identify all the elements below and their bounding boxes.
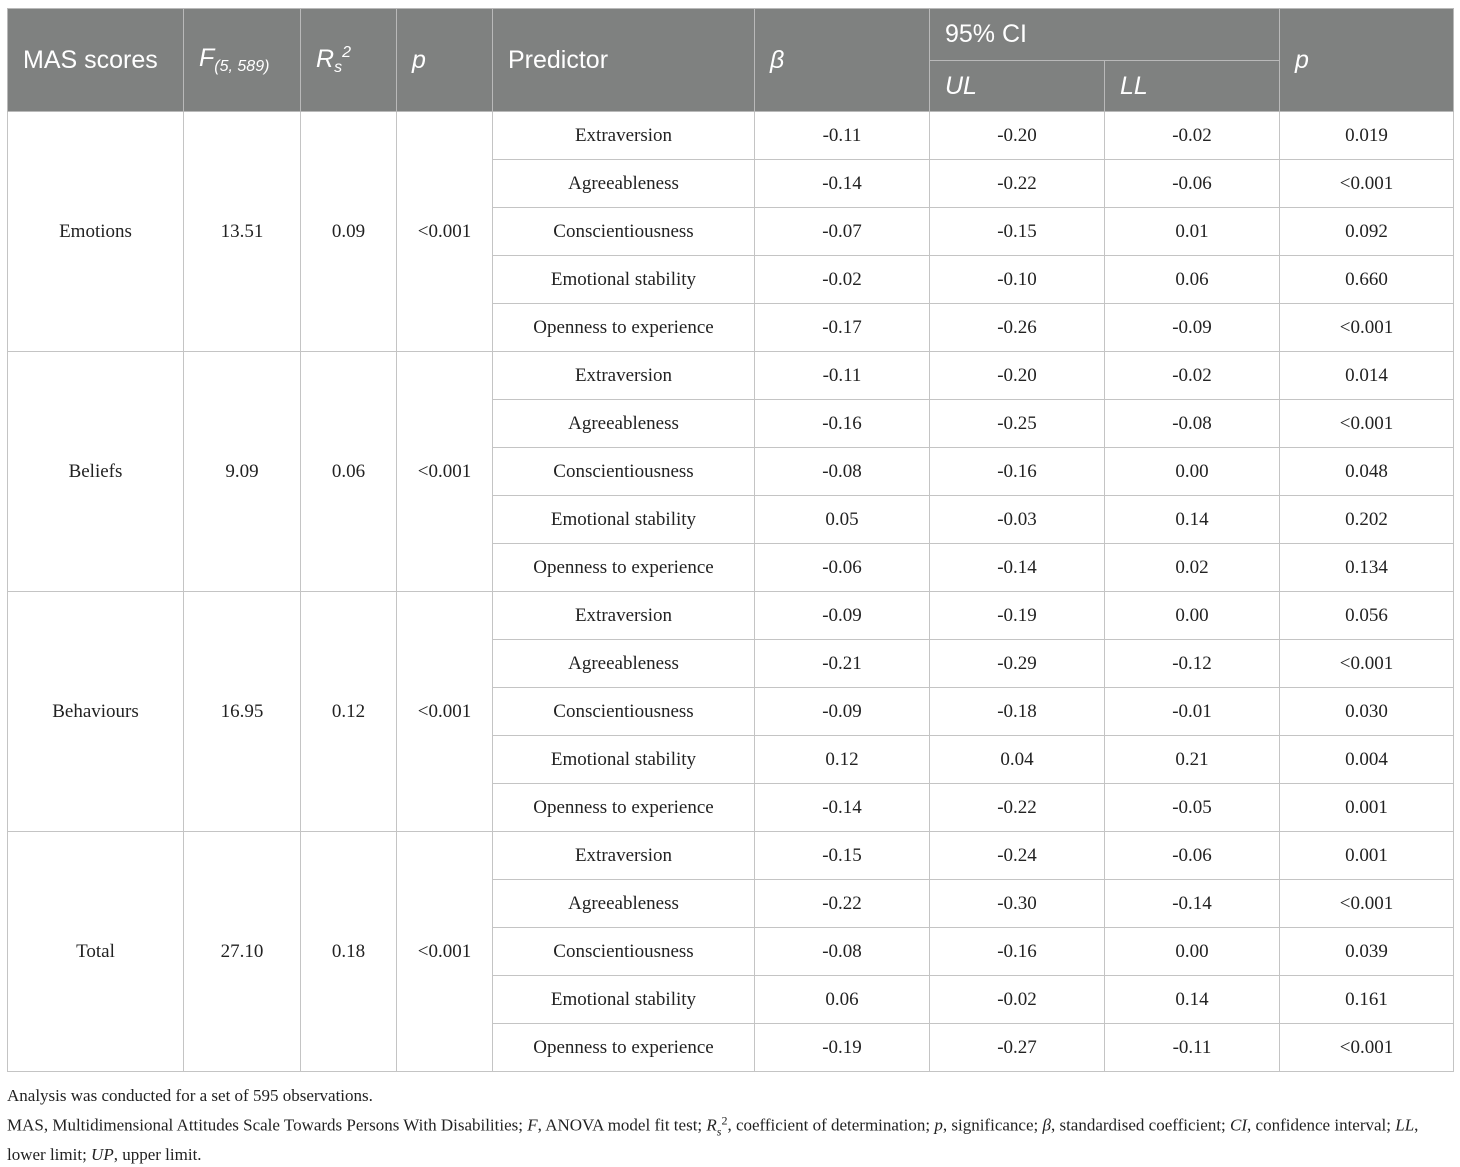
ll-cell: 0.00 [1105, 448, 1280, 496]
rs2-value: 0.18 [301, 832, 397, 1072]
header-p: p [397, 9, 493, 112]
ll-cell: -0.14 [1105, 880, 1280, 928]
header-rs-sup: 2 [342, 43, 351, 61]
ul-cell: -0.16 [930, 448, 1105, 496]
predictor-cell: Extraversion [493, 832, 755, 880]
ul-cell: -0.24 [930, 832, 1105, 880]
ul-cell: -0.02 [930, 976, 1105, 1024]
ll-cell: 0.14 [1105, 496, 1280, 544]
group-p-value: <0.001 [397, 352, 493, 592]
ll-cell: -0.05 [1105, 784, 1280, 832]
p-cell: 0.202 [1280, 496, 1454, 544]
beta-cell: -0.07 [755, 208, 930, 256]
predictor-cell: Agreeableness [493, 640, 755, 688]
p-cell: <0.001 [1280, 400, 1454, 448]
beta-cell: -0.14 [755, 784, 930, 832]
beta-cell: -0.14 [755, 160, 930, 208]
rs2-value: 0.06 [301, 352, 397, 592]
header-ci-label: 95% CI [945, 20, 1027, 48]
predictor-cell: Emotional stability [493, 976, 755, 1024]
beta-cell: -0.15 [755, 832, 930, 880]
p-cell: 0.019 [1280, 112, 1454, 160]
ll-cell: -0.09 [1105, 304, 1280, 352]
group-p-value: <0.001 [397, 112, 493, 352]
predictor-cell: Emotional stability [493, 496, 755, 544]
f-value: 27.10 [184, 832, 301, 1072]
beta-cell: -0.08 [755, 448, 930, 496]
beta-cell: -0.11 [755, 352, 930, 400]
header-f [184, 9, 301, 112]
header-ci [930, 9, 1280, 61]
predictor-cell: Conscientiousness [493, 928, 755, 976]
ll-cell: -0.02 [1105, 352, 1280, 400]
ul-cell: -0.19 [930, 592, 1105, 640]
ul-cell: -0.22 [930, 160, 1105, 208]
beta-cell: -0.08 [755, 928, 930, 976]
predictor-cell: Conscientiousness [493, 448, 755, 496]
beta-cell: 0.05 [755, 496, 930, 544]
p-cell: <0.001 [1280, 304, 1454, 352]
beta-cell: -0.09 [755, 592, 930, 640]
group-name: Emotions [8, 112, 184, 352]
beta-cell: -0.22 [755, 880, 930, 928]
predictor-cell: Agreeableness [493, 160, 755, 208]
group-name: Total [8, 832, 184, 1072]
header-f-sub: (5, 589) [214, 58, 270, 75]
f-value: 9.09 [184, 352, 301, 592]
p-cell: 0.056 [1280, 592, 1454, 640]
note-observations: Analysis was conducted for a set of 595 observations. [7, 1086, 373, 1105]
ll-cell: 0.02 [1105, 544, 1280, 592]
ll-cell: 0.06 [1105, 256, 1280, 304]
beta-cell: 0.12 [755, 736, 930, 784]
ul-cell: -0.29 [930, 640, 1105, 688]
group-name: Beliefs [8, 352, 184, 592]
header-p2: p [1280, 9, 1454, 112]
predictor-cell: Extraversion [493, 352, 755, 400]
beta-cell: -0.09 [755, 688, 930, 736]
predictor-cell: Conscientiousness [493, 208, 755, 256]
ll-cell: 0.21 [1105, 736, 1280, 784]
p-cell: 0.048 [1280, 448, 1454, 496]
header-rs-label: R [316, 44, 335, 73]
ll-cell: -0.01 [1105, 688, 1280, 736]
beta-cell: -0.19 [755, 1024, 930, 1072]
p-cell: 0.039 [1280, 928, 1454, 976]
p-cell: 0.001 [1280, 784, 1454, 832]
header-beta: β [755, 9, 930, 112]
ul-cell: -0.14 [930, 544, 1105, 592]
predictor-cell: Emotional stability [493, 736, 755, 784]
header-ll: LL [1105, 61, 1280, 112]
ll-cell: -0.06 [1105, 160, 1280, 208]
table-row [8, 352, 1454, 400]
note-abbreviations: MAS, Multidimensional Attitudes Scale Towards Persons With Disabilities; F, ANOVA model fit test; $R_s^2$, coefficient of determination; p, significance; β, standardised coefficient; CI, confidence interval; LL, lower limit; UP, upper limit. [7, 1113, 1419, 1165]
predictor-cell: Agreeableness [493, 400, 755, 448]
p-cell: 0.660 [1280, 256, 1454, 304]
ul-cell: -0.18 [930, 688, 1105, 736]
ul-cell: -0.22 [930, 784, 1105, 832]
beta-cell: -0.11 [755, 112, 930, 160]
table-container [7, 8, 1453, 1167]
table-notes [7, 1084, 1453, 1167]
ll-cell: 0.14 [1105, 976, 1280, 1024]
header-predictor: Predictor [493, 9, 755, 112]
header-rs2 [301, 9, 397, 112]
table-row [8, 112, 1454, 160]
header-ul: UL [930, 61, 1105, 112]
ll-cell: -0.02 [1105, 112, 1280, 160]
beta-cell: 0.06 [755, 976, 930, 1024]
ul-cell: -0.20 [930, 112, 1105, 160]
ul-cell: -0.03 [930, 496, 1105, 544]
beta-cell: -0.06 [755, 544, 930, 592]
group-p-value: <0.001 [397, 832, 493, 1072]
p-cell: 0.134 [1280, 544, 1454, 592]
beta-cell: -0.21 [755, 640, 930, 688]
ul-cell: -0.16 [930, 928, 1105, 976]
ul-cell: -0.25 [930, 400, 1105, 448]
regression-table [7, 8, 1454, 1072]
header-rs-sub: s [334, 58, 343, 76]
predictor-cell: Conscientiousness [493, 688, 755, 736]
p-cell: <0.001 [1280, 640, 1454, 688]
ul-cell: -0.27 [930, 1024, 1105, 1072]
p-cell: 0.004 [1280, 736, 1454, 784]
ll-cell: -0.12 [1105, 640, 1280, 688]
header-mas-scores: MAS scores [8, 9, 184, 112]
predictor-cell: Extraversion [493, 112, 755, 160]
table-row [8, 832, 1454, 880]
p-cell: <0.001 [1280, 880, 1454, 928]
ll-cell: 0.01 [1105, 208, 1280, 256]
predictor-cell: Openness to experience [493, 784, 755, 832]
p-cell: <0.001 [1280, 160, 1454, 208]
table-row [8, 592, 1454, 640]
f-value: 13.51 [184, 112, 301, 352]
group-name: Behaviours [8, 592, 184, 832]
rs2-value: 0.09 [301, 112, 397, 352]
header-f-label: F [199, 44, 215, 72]
p-cell: <0.001 [1280, 1024, 1454, 1072]
rs2-value: 0.12 [301, 592, 397, 832]
beta-cell: -0.17 [755, 304, 930, 352]
group-p-value: <0.001 [397, 592, 493, 832]
p-cell: 0.030 [1280, 688, 1454, 736]
ul-cell: -0.20 [930, 352, 1105, 400]
p-cell: 0.092 [1280, 208, 1454, 256]
beta-cell: -0.16 [755, 400, 930, 448]
predictor-cell: Openness to experience [493, 304, 755, 352]
ll-cell: -0.08 [1105, 400, 1280, 448]
predictor-cell: Openness to experience [493, 544, 755, 592]
ll-cell: 0.00 [1105, 592, 1280, 640]
predictor-cell: Extraversion [493, 592, 755, 640]
predictor-cell: Openness to experience [493, 1024, 755, 1072]
p-cell: 0.014 [1280, 352, 1454, 400]
f-value: 16.95 [184, 592, 301, 832]
ul-cell: -0.26 [930, 304, 1105, 352]
table-body [8, 112, 1454, 1072]
ul-cell: 0.04 [930, 736, 1105, 784]
ul-cell: -0.15 [930, 208, 1105, 256]
beta-cell: -0.02 [755, 256, 930, 304]
ul-cell: -0.30 [930, 880, 1105, 928]
ul-cell: -0.10 [930, 256, 1105, 304]
p-cell: 0.161 [1280, 976, 1454, 1024]
ll-cell: -0.06 [1105, 832, 1280, 880]
predictor-cell: Emotional stability [493, 256, 755, 304]
p-cell: 0.001 [1280, 832, 1454, 880]
predictor-cell: Agreeableness [493, 880, 755, 928]
ll-cell: -0.11 [1105, 1024, 1280, 1072]
ll-cell: 0.00 [1105, 928, 1280, 976]
